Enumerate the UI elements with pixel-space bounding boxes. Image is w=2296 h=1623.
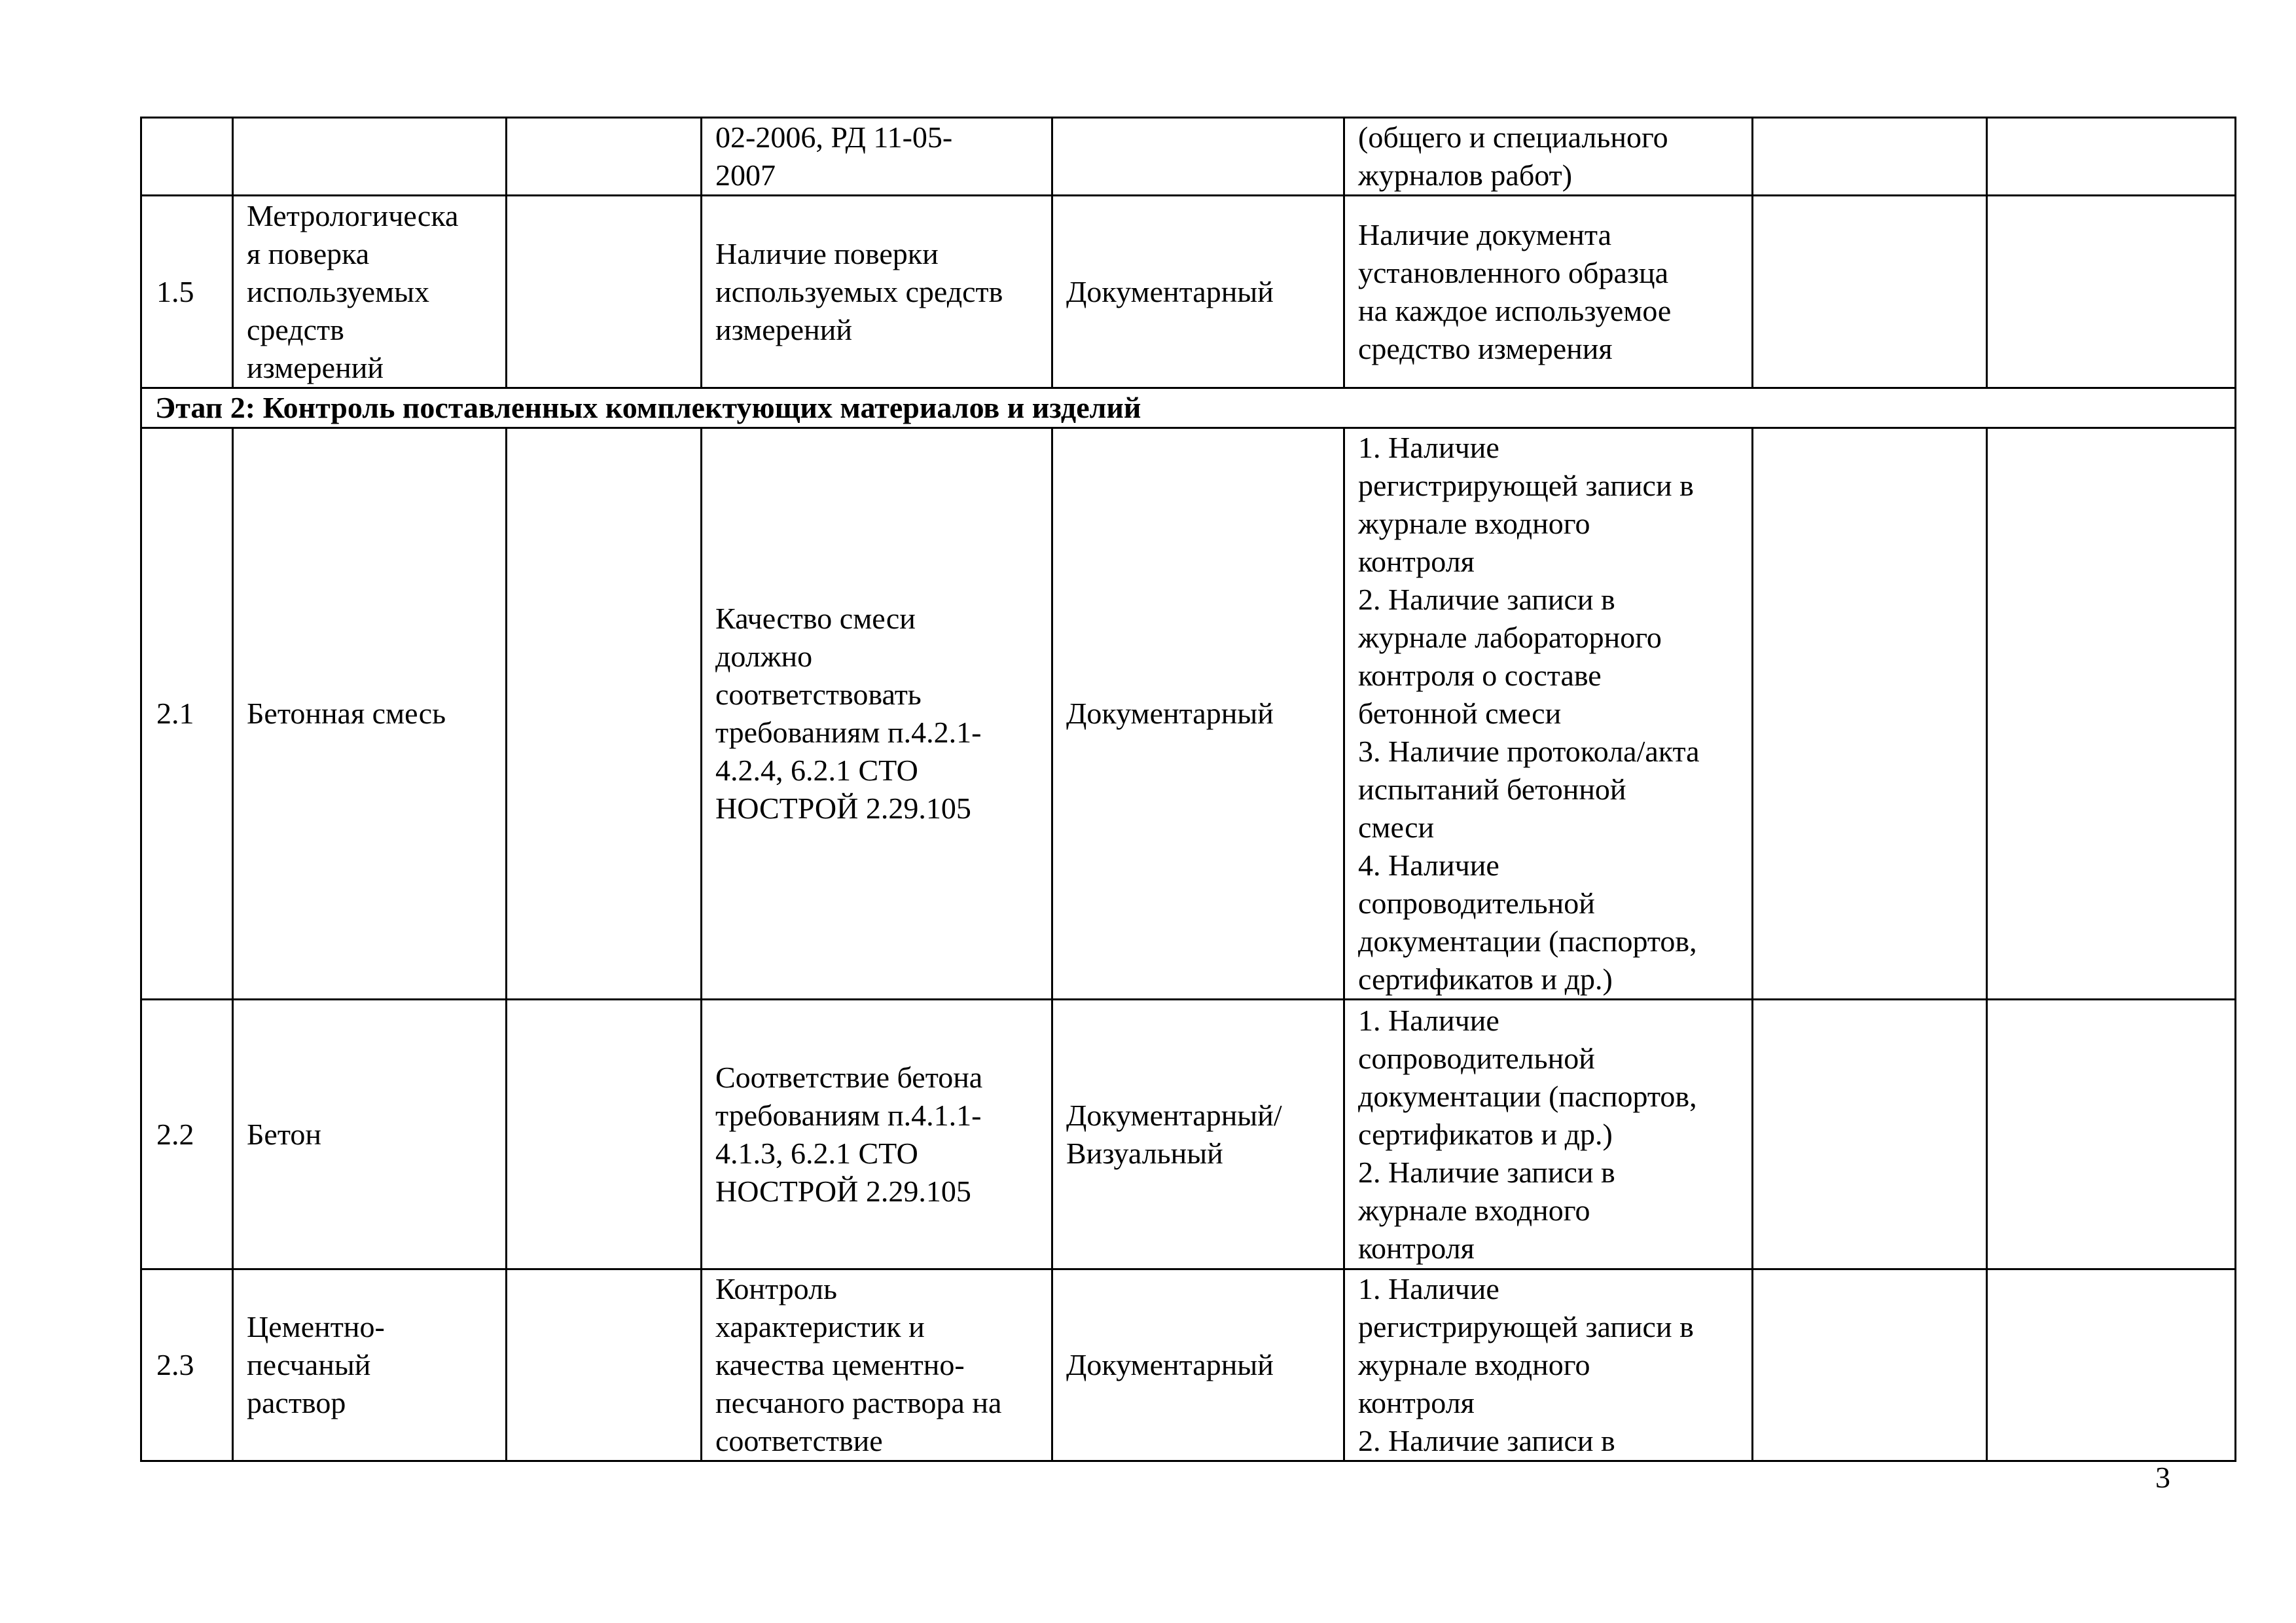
stage-title: Этап 2: Контроль поставленных комплектующих материалов и изделий xyxy=(141,388,2236,428)
cell-empty xyxy=(1753,118,1987,196)
cell-empty xyxy=(1753,1000,1987,1269)
cell-requirement: Контроль характеристик и качества цементно- песчаного раствора на соответствие xyxy=(702,1269,1052,1461)
cell-empty xyxy=(1987,196,2236,388)
page-number: 3 xyxy=(2155,1461,2170,1494)
cell-name: Бетонная смесь xyxy=(233,428,507,1000)
cell-empty xyxy=(1753,1269,1987,1461)
cell-number: 2.2 xyxy=(141,1000,233,1269)
cell-empty xyxy=(507,1269,702,1461)
cell-requirement: Соответствие бетона требованиям п.4.1.1- 4.1.3, 6.2.1 СТО НОСТРОЙ 2.29.105 xyxy=(702,1000,1052,1269)
cell-empty xyxy=(1753,196,1987,388)
cell-method: Документарный/ Визуальный xyxy=(1052,1000,1344,1269)
cell-requirement: Наличие поверки используемых средств измерений xyxy=(702,196,1052,388)
cell-result: Наличие документа установленного образца на каждое используемое средство измерения xyxy=(1344,196,1753,388)
cell-empty xyxy=(1987,428,2236,1000)
table-row-2-3 xyxy=(141,1269,2236,1461)
cell-method: Документарный xyxy=(1052,196,1344,388)
cell-empty xyxy=(1987,1269,2236,1461)
cell-empty xyxy=(507,196,702,388)
cell-requirement: 02-2006, РД 11-05- 2007 xyxy=(702,118,1052,196)
cell-empty xyxy=(507,118,702,196)
table-row-1-5 xyxy=(141,196,2236,388)
cell-empty xyxy=(1987,118,2236,196)
table-row-2-1 xyxy=(141,428,2236,1000)
cell-empty xyxy=(507,1000,702,1269)
cell-name: Цементно- песчаный раствор xyxy=(233,1269,507,1461)
cell-empty xyxy=(1753,428,1987,1000)
cell-name: Метрологическа я поверка используемых средств измерений xyxy=(233,196,507,388)
cell-empty xyxy=(1987,1000,2236,1269)
cell-method: Документарный xyxy=(1052,428,1344,1000)
cell-number xyxy=(141,118,233,196)
cell-number: 2.3 xyxy=(141,1269,233,1461)
stage-header-row xyxy=(141,388,2236,428)
cell-number: 2.1 xyxy=(141,428,233,1000)
cell-name: Бетон xyxy=(233,1000,507,1269)
cell-result: 1. Наличие регистрирующей записи в журнале входного контроля 2. Наличие записи в журнале лабораторного контроля о составе бетонной смеси 3. Наличие протокола/акта испытаний бетонной смеси 4. Наличие сопроводительной документации (паспортов, сертификатов и др.) xyxy=(1344,428,1753,1000)
cell-number: 1.5 xyxy=(141,196,233,388)
cell-method: Документарный xyxy=(1052,1269,1344,1461)
cell-result: 1. Наличие регистрирующей записи в журнале входного контроля 2. Наличие записи в xyxy=(1344,1269,1753,1461)
cell-result: 1. Наличие сопроводительной документации (паспортов, сертификатов и др.) 2. Наличие записи в журнале входного контроля xyxy=(1344,1000,1753,1269)
control-table xyxy=(140,117,2236,1462)
cell-empty xyxy=(507,428,702,1000)
cell-requirement: Качество смеси должно соответствовать требованиям п.4.2.1- 4.2.4, 6.2.1 СТО НОСТРОЙ 2.29.105 xyxy=(702,428,1052,1000)
cell-method xyxy=(1052,118,1344,196)
table-row-2-2 xyxy=(141,1000,2236,1269)
table-row-continuation xyxy=(141,118,2236,196)
cell-name xyxy=(233,118,507,196)
cell-result: (общего и специального журналов работ) xyxy=(1344,118,1753,196)
